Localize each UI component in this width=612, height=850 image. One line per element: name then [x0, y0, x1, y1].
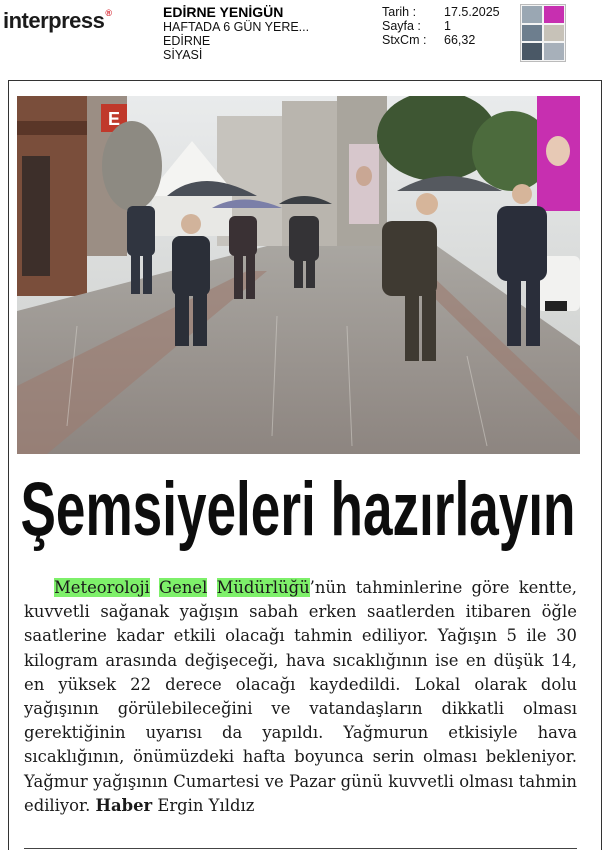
highlighted-keyword: Müdürlüğü — [216, 578, 310, 597]
thumbnail-block — [544, 6, 564, 23]
interpress-logo — [3, 8, 112, 34]
headline-svg — [17, 457, 580, 567]
article-paragraph — [24, 576, 577, 818]
thumbnail-block — [544, 43, 564, 60]
byline-label: Haber — [95, 795, 153, 815]
rainy-street-photo — [17, 96, 580, 454]
page-label: Sayfa : — [382, 19, 421, 33]
thumbnail-block — [544, 25, 564, 42]
article-headline — [17, 457, 580, 567]
publication-info — [163, 5, 368, 62]
stxcm-value: 66,32 — [444, 33, 476, 47]
article-text: ’nün tahminlerine göre kentte, kuvvetli sağanak yağışın sabah erken saatlerden itibaren öğle saatlerine kadar etkili olacağı tahmin ediliyor. Yağışın 5 ile 30 kilogram arasında değişeceği, hava sıcaklığının ise en düşük 14, en yüksek 22 derece olacağı kaydedildi. Lokal olarak dolu yağışının görülebileceğini ve vatandaşların dikkatli olması gerektiğinin uyarısı da yapıldı. Yağmurun etkisiyle hava sıcaklığının, önümüzdeki hafta boyunca serin olması bekleniyor. Yağmur yağışının Cumartesi ve Pazar günü kuvvetli olması tahmin ediliyor. — [24, 578, 577, 815]
logo-text: interpress — [3, 8, 105, 33]
byline-name: Ergin Yıldız — [157, 795, 255, 815]
highlighted-keyword: Genel — [159, 578, 208, 597]
stxcm-label: StxCm : — [382, 33, 427, 47]
headline-text: Şemsiyeleri hazırlayın — [20, 467, 576, 552]
page-thumbnail[interactable] — [520, 4, 566, 62]
date-row — [382, 5, 512, 19]
date-label: Tarih : — [382, 5, 417, 19]
date-value: 17.5.2025 — [444, 5, 500, 19]
publication-category: SİYASİ — [163, 48, 203, 62]
highlighted-keyword: Meteoroloji — [54, 578, 150, 597]
publication-name: EDİRNE YENİGÜN — [163, 4, 284, 20]
thumbnail-block — [522, 43, 542, 60]
page-value: 1 — [444, 19, 451, 33]
shop-sign-letter: E — [107, 109, 121, 129]
thumbnail-block — [522, 25, 542, 42]
page-row — [382, 19, 512, 33]
thumbnail-block — [522, 6, 542, 23]
publication-city: EDİRNE — [163, 34, 211, 48]
clipping-meta — [382, 5, 512, 47]
publication-frequency: HAFTADA 6 GÜN YERE... — [163, 20, 310, 34]
article-body — [24, 576, 577, 818]
registered-mark: ® — [105, 8, 112, 18]
street-scene-illustration — [17, 96, 580, 454]
stxcm-row — [382, 33, 512, 47]
bottom-rule — [24, 848, 577, 849]
